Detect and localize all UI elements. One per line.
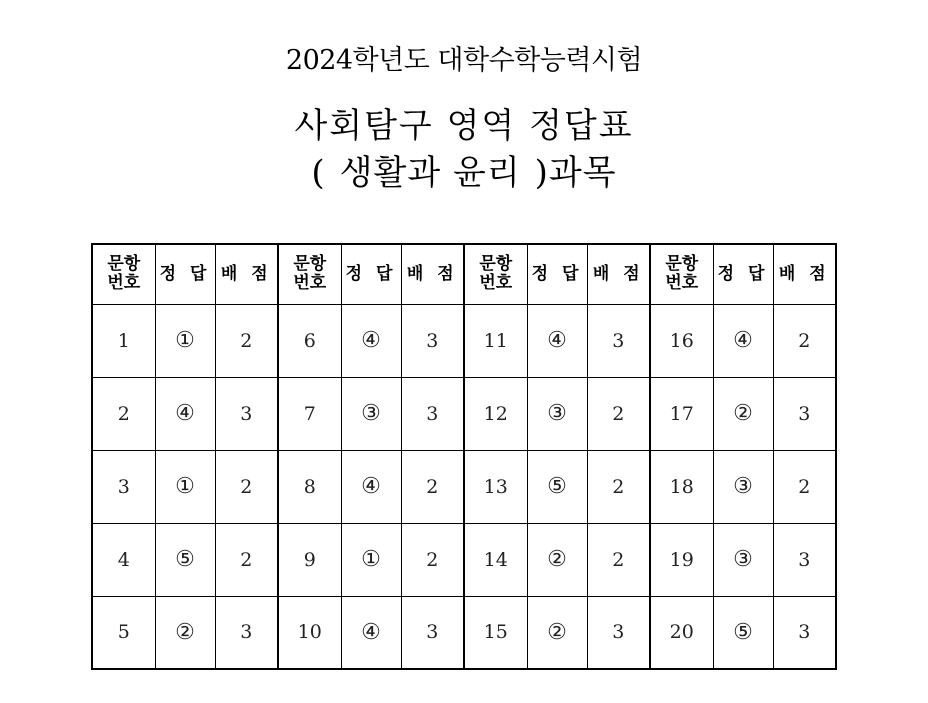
answer-cell: ⑤ [155,523,215,596]
column-header-score: 배 점 [773,244,836,304]
answer-cell: ⑤ [713,596,773,669]
answer-cell: ② [713,377,773,450]
column-header-answer: 정 답 [155,244,215,304]
column-header-score: 배 점 [215,244,278,304]
column-header-number: 문항 번호 [464,244,527,304]
answer-cell: ④ [341,596,401,669]
column-header-number: 문항 번호 [278,244,341,304]
score-cell: 2 [587,523,650,596]
question-number-cell: 12 [464,377,527,450]
answer-cell: ② [527,596,587,669]
answer-key-table [91,243,837,670]
question-number-cell: 14 [464,523,527,596]
question-number-cell: 19 [650,523,713,596]
answer-cell: ③ [527,377,587,450]
question-number-cell: 15 [464,596,527,669]
question-number-cell: 4 [92,523,155,596]
score-cell: 3 [401,596,464,669]
answer-cell: ④ [341,450,401,523]
column-header-score: 배 점 [401,244,464,304]
score-cell: 2 [587,450,650,523]
exam-title: 2024학년도 대학수학능력시험 [285,45,643,76]
subject-title [0,145,928,194]
question-number-cell: 17 [650,377,713,450]
table-row [92,377,836,450]
question-number-cell: 20 [650,596,713,669]
column-header-number: 문항 번호 [650,244,713,304]
column-header-answer: 정 답 [713,244,773,304]
answer-cell: ② [155,596,215,669]
score-cell: 3 [401,377,464,450]
score-cell: 2 [215,304,278,377]
score-cell: 3 [773,523,836,596]
answer-cell: ③ [713,450,773,523]
score-cell: 2 [401,450,464,523]
answer-cell: ③ [341,377,401,450]
score-cell: 3 [215,596,278,669]
score-cell: 2 [215,450,278,523]
question-number-cell: 2 [92,377,155,450]
score-cell: 2 [773,450,836,523]
score-cell: 2 [401,523,464,596]
question-number-cell: 7 [278,377,341,450]
score-cell: 2 [215,523,278,596]
score-cell: 3 [401,304,464,377]
answer-cell: ④ [713,304,773,377]
answer-cell: ② [527,523,587,596]
answer-cell: ④ [341,304,401,377]
question-number-cell: 16 [650,304,713,377]
answer-cell: ⑤ [527,450,587,523]
question-number-cell: 9 [278,523,341,596]
score-cell: 2 [587,377,650,450]
answer-cell: ① [155,450,215,523]
column-header-answer: 정 답 [341,244,401,304]
score-cell: 3 [587,304,650,377]
question-number-cell: 13 [464,450,527,523]
question-number-cell: 8 [278,450,341,523]
answer-cell: ① [341,523,401,596]
answer-cell: ③ [713,523,773,596]
question-number-cell: 18 [650,450,713,523]
score-cell: 3 [773,377,836,450]
table-row [92,450,836,523]
subject-close-suffix: )과목 [534,153,617,193]
table-row [92,304,836,377]
column-header-answer: 정 답 [527,244,587,304]
table-row [92,596,836,669]
question-number-cell: 3 [92,450,155,523]
question-number-cell: 1 [92,304,155,377]
subject-open-paren: ( [311,153,326,193]
answer-cell: ④ [527,304,587,377]
column-header-number: 문항 번호 [92,244,155,304]
answer-cell: ④ [155,377,215,450]
table-row [92,523,836,596]
table-header-row [92,244,836,304]
score-cell: 3 [215,377,278,450]
question-number-cell: 10 [278,596,341,669]
answer-cell: ① [155,304,215,377]
score-cell: 2 [773,304,836,377]
answer-key-title: 사회탐구 영역 정답표 [294,106,634,146]
score-cell: 3 [773,596,836,669]
column-header-score: 배 점 [587,244,650,304]
subject-name: 생활과 윤리 [339,153,521,193]
question-number-cell: 5 [92,596,155,669]
question-number-cell: 11 [464,304,527,377]
score-cell: 3 [587,596,650,669]
question-number-cell: 6 [278,304,341,377]
